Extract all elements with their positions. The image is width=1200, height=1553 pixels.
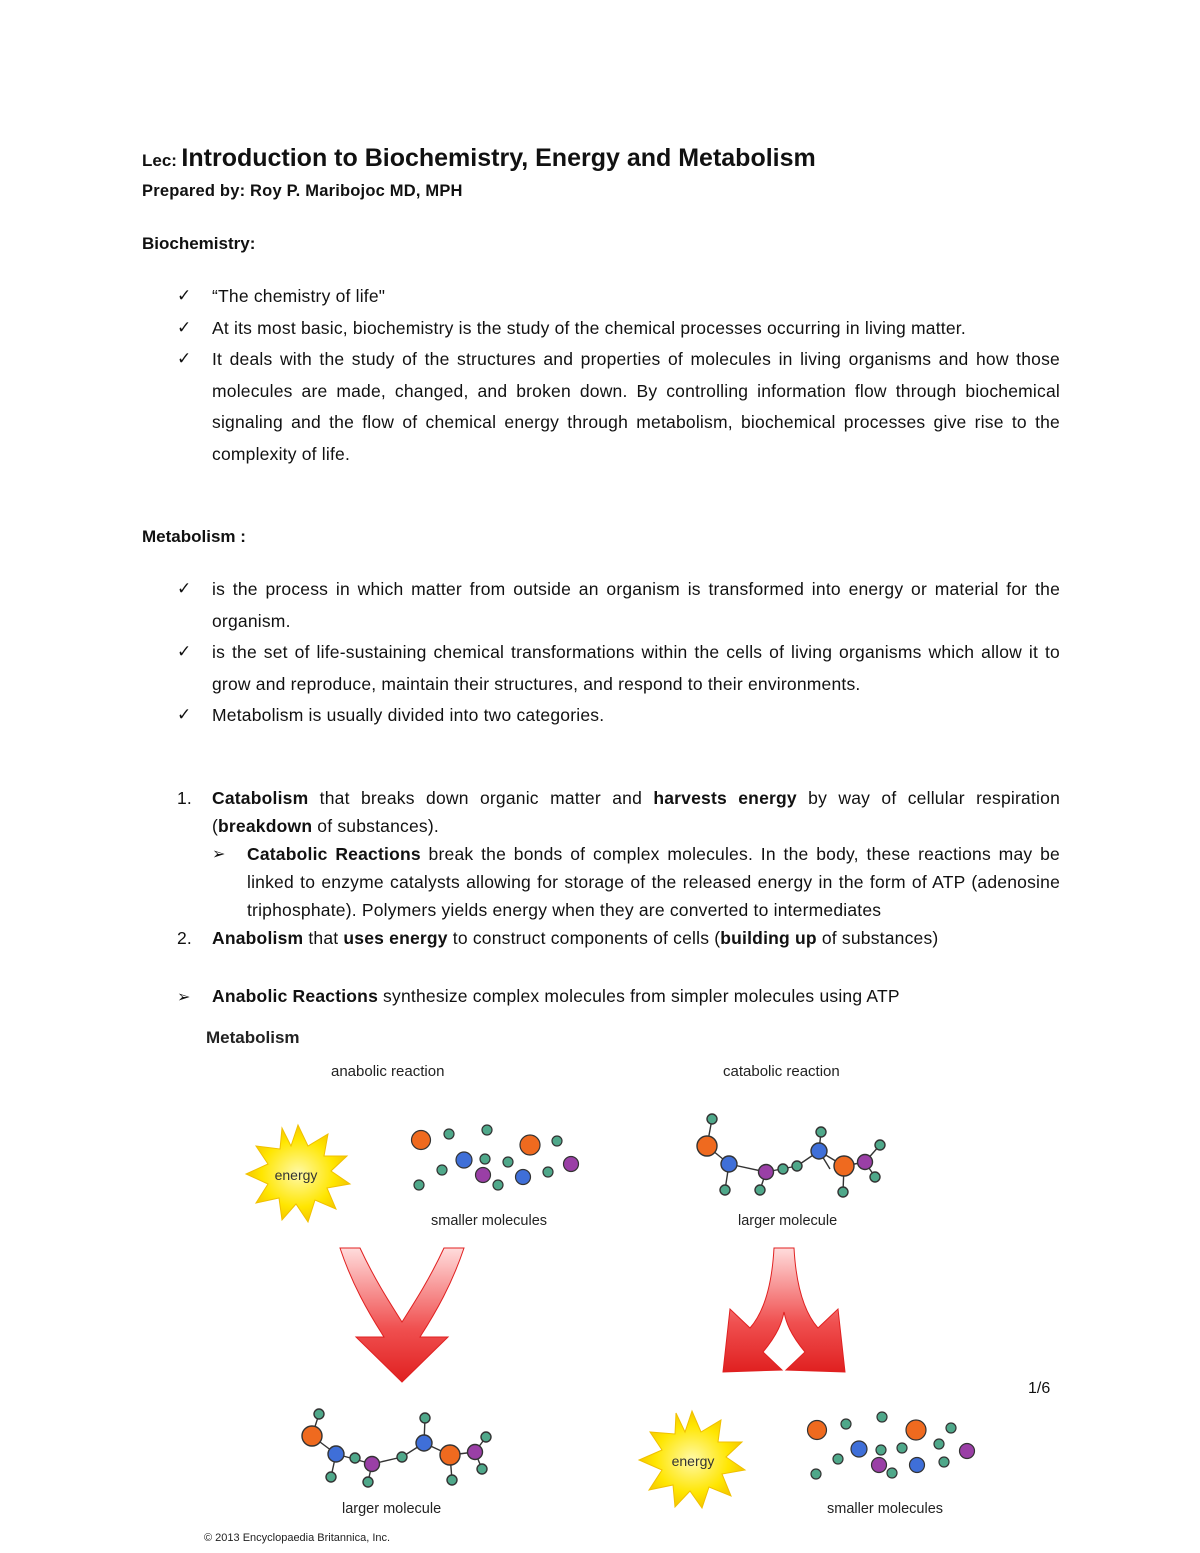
list-item: ✓ At its most basic, biochemistry is the study of the chemical processes occurring in living matter.: [142, 313, 1060, 345]
smaller-molecules-bottom: [808, 1412, 975, 1479]
checkmark-icon: ✓: [177, 286, 192, 306]
document-title: [142, 144, 816, 173]
energy-star-label: energy: [671, 1453, 715, 1469]
metabolism-heading: Metabolism :: [142, 527, 246, 546]
larger-molecule-caption: larger molecule: [738, 1213, 838, 1229]
anabolic-arrow-icon: [340, 1248, 464, 1382]
checkmark-icon: ✓: [177, 705, 192, 725]
checkmark-icon: ✓: [177, 317, 192, 338]
arrowhead-bullet-icon: ➢: [212, 844, 226, 863]
copyright-notice: © 2013 Encyclopaedia Britannica, Inc.: [204, 1532, 391, 1544]
list-item: ✓ Metabolism is usually divided into two categories.: [142, 700, 1060, 732]
list-item: ✓ It deals with the study of the structures and properties of molecules in living organisms and how those molecules are made, changed, and broken down. By controlling information flow through biochemical signaling and the flow of chemical energy through metabolism, biochemical processes give rise to the complexity of life.: [142, 344, 1060, 470]
list-item-anabolism: 2. Anabolism that uses energy to construct components of cells (building up of substances): [142, 924, 1060, 952]
prepared-by: Prepared by: Roy P. Maribojoc MD, MPH: [142, 182, 463, 200]
biochemistry-heading: Biochemistry:: [142, 234, 256, 253]
page-number: 1/6: [1028, 1380, 1051, 1397]
list-item: ✓ is the process in which matter from outside an organism is transformed into energy or material for the organism.: [142, 574, 1060, 637]
categories-list: [142, 784, 1060, 952]
list-number: 2.: [177, 928, 192, 948]
list-item-catabolism: 1. Catabolism that breaks down organic matter and harvests energy by way of cellular respiration (breakdown of substances). ➢ Catabolic Reactions break the bonds of complex molecules. In the body, these reactions may be linked to enzyme catalysts allowing for storage of the released energy in the form of ATP (adenosine triphosphate). Polymers yields energy when they are converted to intermediates: [142, 784, 1060, 924]
list-number: 1.: [177, 788, 192, 808]
lec-label: Lec:: [142, 151, 177, 170]
figure-title: Metabolism: [206, 1028, 300, 1047]
figure-graphics: [190, 1022, 1000, 1527]
larger-molecule-top: [697, 1114, 885, 1197]
smaller-molecules-top: [412, 1125, 579, 1190]
smaller-molecules-caption-bottom: smaller molecules: [827, 1501, 944, 1517]
anabolic-reaction-label: anabolic reaction: [331, 1063, 445, 1080]
sub-item-catabolic-reactions: ➢ Catabolic Reactions break the bonds of complex molecules. In the body, these reactions may be linked to enzyme catalysts allowing for storage of the released energy in the form of ATP (adenosine triphosphate). Polymers yields energy when they are converted to intermediates: [212, 840, 1060, 924]
energy-star-label: energy: [274, 1167, 318, 1183]
larger-molecule-bottom: [302, 1409, 491, 1487]
list-item: ✓ is the set of life-sustaining chemical transformations within the cells of living organisms which allow it to grow and reproduce, maintain their structures, and respond to their environments.: [142, 637, 1060, 700]
catabolic-arrow-icon: [723, 1248, 845, 1372]
metabolism-figure: [190, 1022, 1000, 1553]
checkmark-icon: ✓: [177, 349, 192, 369]
arrowhead-bullet-icon: ➢: [177, 987, 191, 1006]
metabolism-list: [142, 574, 1060, 732]
checkmark-icon: ✓: [177, 642, 192, 662]
title-text: Introduction to Biochemistry, Energy and Metabolism: [181, 144, 816, 172]
catabolic-reaction-label: catabolic reaction: [723, 1063, 840, 1080]
biochemistry-list: [142, 281, 1060, 470]
sub-item-anabolic-reactions: ➢ Anabolic Reactions synthesize complex molecules from simpler molecules using ATP: [142, 981, 1060, 1012]
list-item: ✓ “The chemistry of life": [142, 281, 1060, 313]
checkmark-icon: ✓: [177, 579, 192, 599]
larger-molecule-caption-bottom: larger molecule: [342, 1501, 442, 1517]
smaller-molecules-caption: smaller molecules: [431, 1213, 548, 1229]
